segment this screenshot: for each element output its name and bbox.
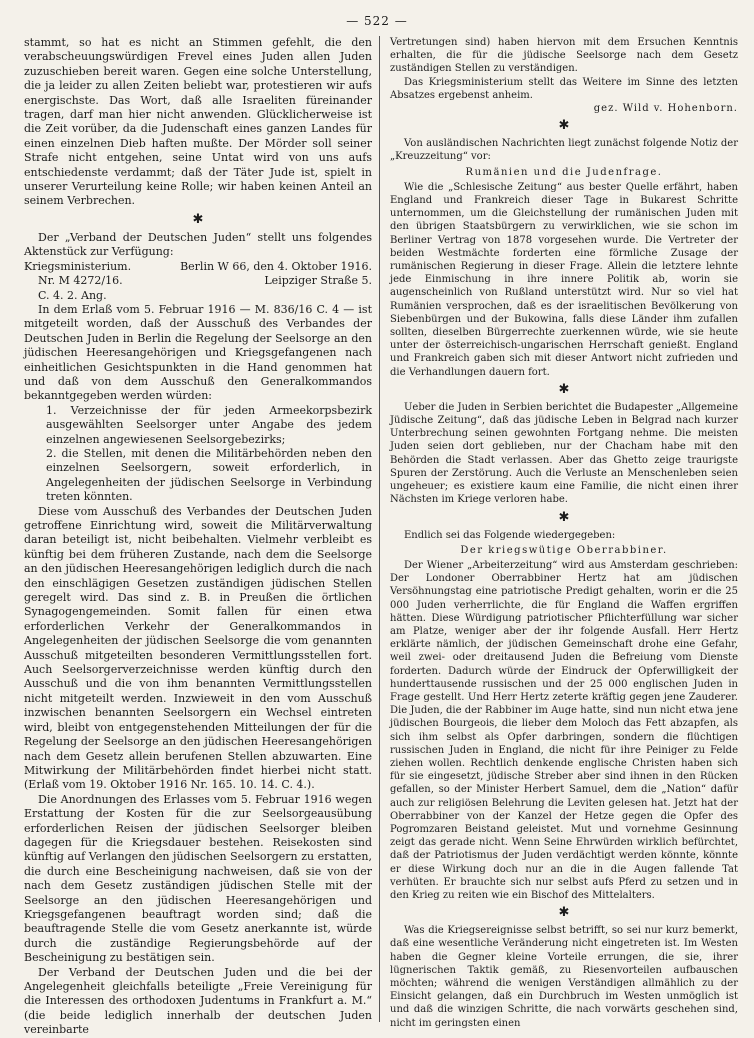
office-date: Berlin W 66, den 4. Oktober 1916. [180,259,372,273]
paragraph: Was die Kriegsereignisse selbst betrifft, so sei nur kurz bemerkt, daß eine wesentliche Veränderung nicht eingetreten ist. Im Westen haben die Gegner kleine Vorteile errungen, die sie, ihrer lügnerischen Taktik gemäß, zu Riesenvorteilen aufbauschen möchten; während die wenigen Verständigen allmählich zu der Einsicht gelangen, daß ein Durchbruch im Westen unmöglich ist und daß die winzigen Schritte, die nach vorwärts geschehen sind, nicht im geringsten einen [390,925,738,1029]
paragraph: Endlich sei das Folgende wiedergegeben: [404,529,616,541]
reference-number: Nr. M 4272/16. [38,274,123,288]
paragraph: In dem Erlaß vom 5. Februar 1916 — M. 836/16 C. 4 — ist mitgeteilt worden, daß der Ausschuß des Verbandes der Deutschen Juden in Berlin die Regelung der Seelsorge an den jüdischen Heeresangehörigen und Kriegsgefangenen nach einheitlichen Gesichtspunkten in die Hand genommen hat und daß von dem Ausschuß den Generalkommandos bekanntgegeben werden würden: [24,302,372,403]
paragraph: Vertretungen sind) haben hiervon mit dem Ersuchen Kenntnis erhalten, die für die jüdische Seelsorge nach dem Gesetz zuständigen Stellen zu verständigen. [390,37,738,75]
office-name: Kriegsministerium. [24,259,132,273]
reference-code: C. 4. 2. Ang. [38,288,107,302]
paragraph: Ueber die Juden in Serbien berichtet die Budapester „Allgemeine Jüdische Zeitung“, daß das jüdische Leben in Belgrad nach kurzer Unterbrechung seinen gewohnten Fortgang nehme. Die meisten Juden seien dort geblieben, nur der Chacham habe mit den Behörden die Stadt verlassen. Aber das Ghetto zeige traurigste Spuren der Zerstörung. Auch die Verluste an Menschenleben seien ungeheuer; es existiere kaum eine Familie, die nicht einen ihrer Nächsten im Kriege verloren habe. [390,401,738,506]
numbered-list [24,404,372,505]
article-caption: Der kriegswütige Oberrabbiner. [460,544,668,556]
article-caption: Rumänien und die Judenfrage. [465,166,663,178]
paragraph: Das Kriegsministerium stellt das Weitere im Sinne des letzten Absatzes ergebenst anheim. [390,76,738,101]
office-address: Leipziger Straße 5. [264,274,372,288]
paragraph: Wie die „Schlesische Zeitung“ aus bester Quelle erfährt, haben England und Frankreich dieser Tage in Bukarest Schritte unternommen, um die Gleichstellung der rumänischen Juden mit den übrigen Staatsbürgern zu verwirklichen, wie sie schon im Berliner Vertrag von 1878 vorgesehen wurde. Die Vertreter der beiden Westmächte forderten eine förmliche Zusage der rumänischen Regierung in dieser Frage. Allein die letztere lehnte jede Einmischung in ihre innere Politik ab, worin sie augenscheinlich von Rußland unterstützt wird. Nur so viel hat Rumänien versprochen, daß es der israelitischen Bevölkerung von Siebenbürgen und der Bukowina, falls diese Länder ihm zufallen sollten, dieselben Bürgerrechte zuerkennen würde, wie sie heute unter der österreichisch-ungarischen Herrschaft genießt. England und Frankreich gaben sich mit dieser Antwort nicht zufrieden und die Verhandlungen dauern fort. [390,181,738,378]
left-column [24,36,372,1038]
section-star-divider: ✱ [558,118,570,134]
document-header-row [24,289,372,303]
list-item: 2. die Stellen, mit denen die Militärbehörden neben den einzelnen Seelsorgern, soweit erforderlich, in Angelegenheiten der jüdischen Seelsorge in Verbindung treten könnten. [46,446,372,504]
section-star-divider: ✱ [558,905,570,921]
paragraph: Die Anordnungen des Erlasses vom 5. Februar 1916 wegen Erstattung der Kosten für die zur Seelsorgeausübung erforderlichen Reisen der jüdischen Seelsorger bleiben dagegen für die Kriegsdauer bestehen. Reisekosten sind künftig auf Verlangen den jüdischen Seelsorgern zu erstatten, die durch eine Bescheinigung nachweisen, daß sie von der nach dem Gesetz zuständigen jüdischen Stelle mit der Seelsorge an den jüdischen Heeresangehörigen und Kriegsgefangenen beauftragt worden sind; daß die beauftragende Stelle die vom Gesetz anerkannte ist, würde durch die zuständige Regierungsbehörde auf der Bescheinigung zu bestätigen sein. [24,792,372,965]
document-header-row [24,260,372,274]
paragraph: Der „Verband der Deutschen Juden“ stellt uns folgendes Aktenstück zur Verfügung: [24,230,372,259]
signature: gez. Wild v. Hohenborn. [593,103,738,115]
paragraph: Von ausländischen Nachrichten liegt zunächst folgende Notiz der „Kreuzzeitung“ vor: [390,138,738,163]
right-column [390,36,738,1030]
paragraph: stammt, so hat es nicht an Stimmen gefehlt, die den verabscheuungswürdigen Frevel eines Juden allen Juden zuzuschieben bereit waren. Gegen eine solche Unterstellung, die ja leider zu allen Zeiten beliebt war, protestieren wir aufs energischste. Das Wort, daß alle Israeliten füreinander tragen, darf man hier nicht anwenden. Glücklicherweise ist die Zeit vorüber, da die Judenschaft eines ganzen Landes für einen einzelnen Dieb haften mußte. Der Mörder soll seiner Strafe nicht entgehen, seine Untat wird von uns aufs entschiedenste verdammt; daß der Täter Jude ist, spielt in unserer Verurteilung keine Rolle; wir haben keinen Anteil an seinem Verbrechen. [24,36,372,208]
section-star-divider: ✱ [558,381,570,397]
column-divider [379,36,380,1022]
document-header-row [24,274,372,288]
paragraph: Der Verband der Deutschen Juden und die bei der Angelegenheit gleichfalls beteiligte „Freie Vereinigung für die Interessen des orthodoxen Judentums in Frankfurt a. M.“ (die beide lediglich innerhalb der deutschen Juden vereinbarte [24,965,372,1037]
paragraph: Diese vom Ausschuß des Verbandes der Deutschen Juden getroffene Einrichtung wird, soweit die Militärverwaltung daran beteiligt ist, nicht beibehalten. Vielmehr verbleibt es künftig bei dem früheren Zustande, nach dem die Seelsorge an den jüdischen Heeresangehörigen lediglich durch die nach den einschlägigen Gesetzen zuständigen jüdischen Stellen geregelt wird. Das sind z. B. in Preußen die örtlichen Synagogengemeinden. Somit fallen für einen etwa erforderlichen Verkehr der Generalkommandos in Angelegenheiten der jüdischen Seelsorge die vom genannten Ausschuß mitgeteilten besonderen Vermittlungsstellen fort. Auch Seelsorgerverzeichnisse werden künftig durch den Ausschuß und die von ihm benannten Vermittlungsstellen nicht mitgeteilt werden. Inzwieweit in den vom Ausschuß inzwischen benannten Seelsorgern ein Wechsel eintreten wird, bleibt von entgegenstehenden Mitteilungen der für die Regelung der Seelsorge an den jüdischen Heeresangehörigen nach dem Gesetz allein berufenen Stellen abzuwarten. Eine Mitwirkung der Militärbehörden findet hierbei nicht statt. (Erlaß vom 19. Oktober 1916 Nr. 165. 10. 14. C. 4.). [24,504,372,792]
section-star-divider: ✱ [192,211,204,227]
paragraph: Der Wiener „Arbeiterzeitung“ wird aus Amsterdam geschrieben: Der Londoner Oberrabbiner Hertz hat am jüdischen Versöhnungstag eine patriotische Predigt gehalten, worin er die 25 000 Juden verherrlichte, die für England die Waffen ergriffen hätten. Diese Würdigung patriotischer Pflichterfüllung war sicher am Platze, weniger aber der ihr folgende Ausfall. Herr Hertz erklärte nämlich, der jüdischen Gemeinschaft drohe eine Gefahr, weil zwei- oder dreitausend Juden die Befreiung vom Dienste forderten. Dadurch würde der Eindruck der Opferwilligkeit der hunderttausende russischen und der 25 000 englischen Juden in Frage gestellt. Und Herr Hertz zeterte kräftig gegen jene Zauderer. Die Juden, die der Rabbiner im Auge hatte, sind nun nicht etwa jene jüdischen Bourgeois, die lieber dem Moloch das Fett abzapfen, als sich ihm selbst als Opfer darbringen, sondern die flüchtigen russischen Juden in England, die nicht für ihre Peiniger zu Felde ziehen wollen. Rechtlich denkende englische Christen haben sich für sie eingesetzt, jüdische Streber aber sind ihnen in den Rücken gefallen, so der Minister Herbert Samuel, dem die „Nation“ dafür auch zur religiösen Belehrung die Leviten gelesen hat. Jetzt hat der Oberrabbiner von der Kanzel der Hetze gegen die Opfer des Pogromzaren Beistand geleistet. Mut und vornehme Gesinnung zeigt das gerade nicht. Wenn Seine Ehrwürden wirklich befürchtet, daß der Patriotismus der Juden verdächtigt werden könnte, könnte er diese Wirkung doch nur an die in die Augen fallende Tat verhüten. Er brauchte sich nur selbst aufs Pferd zu setzen und in den Krieg zu reiten wie ein Bischof des Mittelalters. [390,559,738,901]
section-star-divider: ✱ [558,509,570,525]
page-number: — 522 — [346,14,408,28]
list-item: 1. Verzeichnisse der für jeden Armeekorpsbezirk ausgewählten Seelsorger unter Angabe des jedem einzelnen angewiesenen Seelsorgebezirks; [46,403,372,446]
